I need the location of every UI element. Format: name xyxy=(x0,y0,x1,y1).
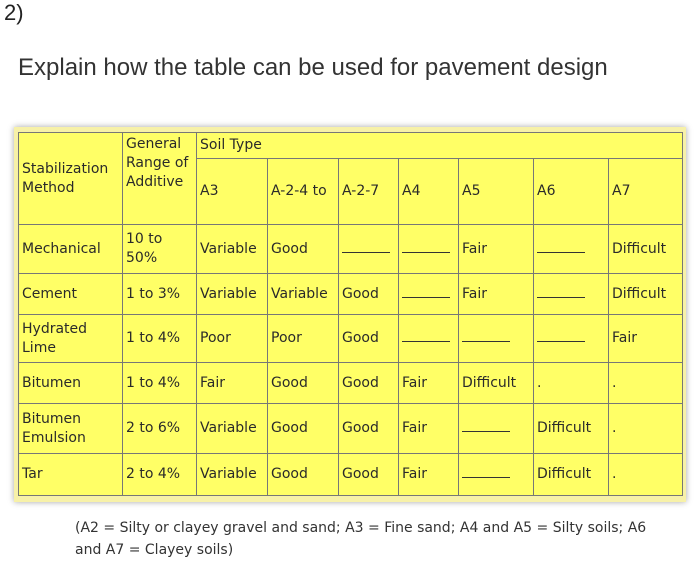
row-cell xyxy=(459,454,534,496)
row-cell: . xyxy=(609,454,683,496)
row-cell: Fair xyxy=(197,363,268,404)
row-cell xyxy=(459,403,534,453)
blank-line xyxy=(537,331,585,342)
row-cell: Poor xyxy=(197,315,268,363)
row-cell: Variable xyxy=(197,274,268,315)
row-cell: Difficult xyxy=(609,225,683,274)
footnote: (A2 = Silty or clayey gravel and sand; A3 = Fine sand; A4 and A5 = Silty soils; A6 and A7 = Clayey soils) xyxy=(75,520,647,558)
table-row xyxy=(19,403,683,453)
row-cell xyxy=(534,315,609,363)
row-cell: Fair xyxy=(399,454,459,496)
row-cell: Variable xyxy=(197,403,268,453)
row-cell: Good xyxy=(268,454,339,496)
table-body xyxy=(19,225,683,496)
row-range: 1 to 3% xyxy=(123,274,197,315)
row-cell xyxy=(399,315,459,363)
row-cell: Variable xyxy=(197,225,268,274)
row-cell: Poor xyxy=(268,315,339,363)
row-cell: Fair xyxy=(609,315,683,363)
row-cell: Variable xyxy=(197,454,268,496)
row-cell: . xyxy=(534,363,609,404)
row-range: 1 to 4% xyxy=(123,315,197,363)
row-method: Hydrated Lime xyxy=(19,315,123,363)
row-cell xyxy=(339,225,399,274)
header-soil-3: A4 xyxy=(399,158,459,224)
row-cell: Good xyxy=(339,274,399,315)
row-method: Bitumen xyxy=(19,363,123,404)
table-row xyxy=(19,274,683,315)
row-cell xyxy=(459,315,534,363)
row-cell: Good xyxy=(268,363,339,404)
blank-line xyxy=(402,287,450,298)
row-method: Cement xyxy=(19,274,123,315)
row-cell xyxy=(534,274,609,315)
row-cell: Difficult xyxy=(534,454,609,496)
row-range: 1 to 4% xyxy=(123,363,197,404)
table-row xyxy=(19,363,683,404)
blank-line xyxy=(462,421,510,432)
row-cell xyxy=(534,225,609,274)
row-cell: Fair xyxy=(459,274,534,315)
table-row xyxy=(19,225,683,274)
row-cell: . xyxy=(609,363,683,404)
blank-line xyxy=(402,242,450,253)
row-cell: Difficult xyxy=(534,403,609,453)
header-method: Stabilization Method xyxy=(19,133,123,225)
header-soil-0: A3 xyxy=(197,158,268,224)
stabilization-table-image xyxy=(14,127,686,502)
row-cell: Good xyxy=(339,315,399,363)
question-number: 2) xyxy=(4,0,24,25)
blank-line xyxy=(342,242,390,253)
header-soil-2: A-2-7 xyxy=(339,158,399,224)
row-cell: Good xyxy=(268,403,339,453)
row-cell: Good xyxy=(268,225,339,274)
blank-line xyxy=(537,242,585,253)
blank-line xyxy=(462,331,510,342)
row-cell xyxy=(399,225,459,274)
header-soil-1: A-2-4 to xyxy=(268,158,339,224)
stabilization-table xyxy=(18,132,683,496)
row-range: 2 to 4% xyxy=(123,454,197,496)
row-cell: Fair xyxy=(459,225,534,274)
row-method: Mechanical xyxy=(19,225,123,274)
header-soil-type: Soil Type xyxy=(197,133,683,159)
header-soil-5: A6 xyxy=(534,158,609,224)
blank-line xyxy=(402,331,450,342)
row-range: 10 to 50% xyxy=(123,225,197,274)
blank-line xyxy=(462,467,510,478)
question-prompt: Explain how the table can be used for pavement design xyxy=(18,54,608,81)
header-soil-4: A5 xyxy=(459,158,534,224)
row-cell: Difficult xyxy=(609,274,683,315)
table-row xyxy=(19,454,683,496)
row-range: 2 to 6% xyxy=(123,403,197,453)
row-method: Tar xyxy=(19,454,123,496)
table-row xyxy=(19,315,683,363)
header-range: General Range of Additive xyxy=(123,133,197,225)
row-cell: Fair xyxy=(399,363,459,404)
row-method: Bitumen Emulsion xyxy=(19,403,123,453)
row-cell: Fair xyxy=(399,403,459,453)
row-cell: Good xyxy=(339,403,399,453)
header-soil-6: A7 xyxy=(609,158,683,224)
row-cell xyxy=(399,274,459,315)
blank-line xyxy=(537,287,585,298)
row-cell: . xyxy=(609,403,683,453)
row-cell: Good xyxy=(339,363,399,404)
row-cell: Good xyxy=(339,454,399,496)
row-cell: Difficult xyxy=(459,363,534,404)
row-cell: Variable xyxy=(268,274,339,315)
